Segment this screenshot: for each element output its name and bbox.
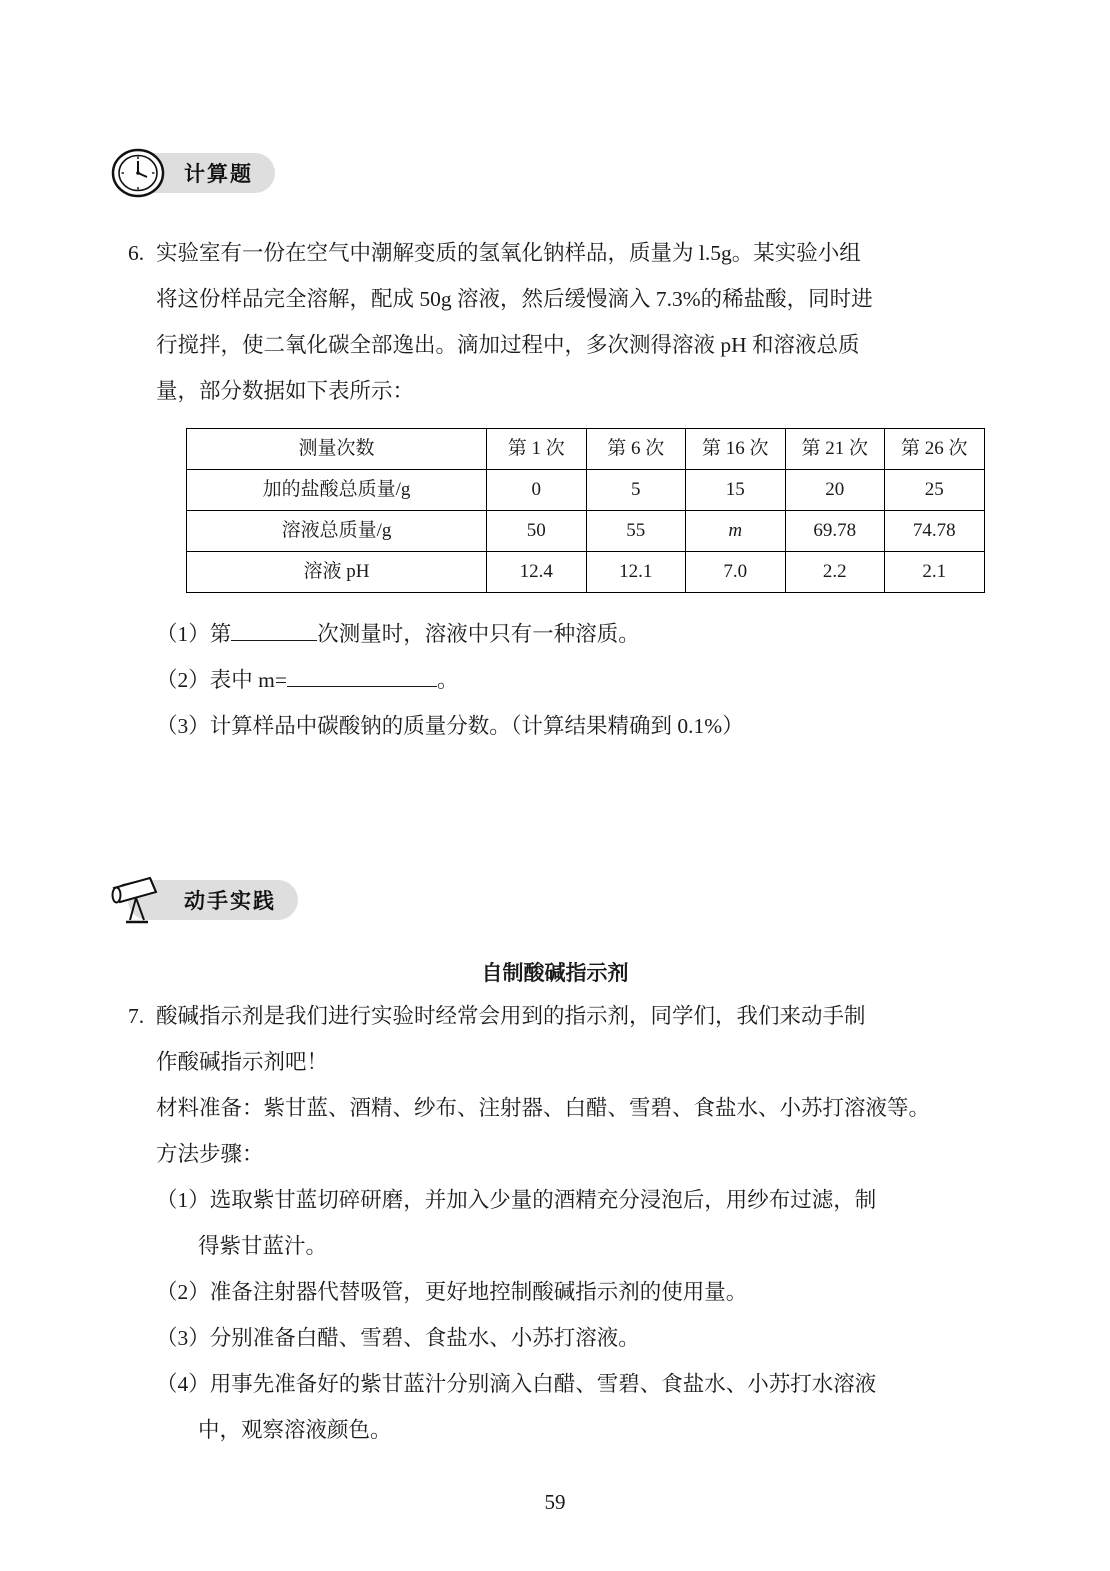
question-number: 7.	[128, 1004, 145, 1028]
section-spacer	[128, 749, 982, 877]
table-row	[187, 511, 985, 552]
sub-2-tail: 。	[436, 668, 459, 692]
table-row	[187, 470, 985, 511]
sub-1-lead: （1）第	[156, 622, 232, 646]
row-label: 溶液 pH	[187, 552, 487, 593]
question-7-steps-label: 方法步骤：	[156, 1142, 264, 1166]
clock-icon	[106, 146, 170, 200]
measurement-table-wrapper	[186, 428, 985, 593]
sub-2-lead: （2）表中 m=	[156, 668, 287, 692]
question-6-sub-3: （3）计算样品中碳酸钠的质量分数。（计算结果精确到 0.1%）	[156, 714, 744, 738]
cell: 12.1	[586, 552, 686, 593]
question-6-sub-1	[156, 611, 985, 657]
question-number: 6.	[128, 241, 145, 265]
measurement-table	[186, 428, 985, 593]
row-label: 测量次数	[187, 429, 487, 470]
page-number: 59	[544, 1490, 566, 1514]
answer-blank-2[interactable]	[287, 664, 437, 687]
question-7	[128, 993, 982, 1453]
row-label: 加的盐酸总质量/g	[187, 470, 487, 511]
question-7-intro-line-2: 作酸碱指示剂吧！	[156, 1050, 329, 1074]
telescope-icon	[106, 873, 170, 927]
cell: m	[686, 511, 786, 552]
cell: 2.2	[785, 552, 885, 593]
cell: 0	[487, 470, 587, 511]
cell: 25	[885, 470, 985, 511]
cell: 55	[586, 511, 686, 552]
cell: 15	[686, 470, 786, 511]
cell: 第 6 次	[586, 429, 686, 470]
section-header-calculation	[128, 150, 982, 196]
list-item	[156, 1177, 982, 1223]
table-row	[187, 552, 985, 593]
cell: 20	[785, 470, 885, 511]
row-label: 溶液总质量/g	[187, 511, 487, 552]
question-6-line-1: 实验室有一份在空气中潮解变质的氢氧化钠样品，质量为 l.5g。某实验小组	[156, 241, 861, 265]
step-text: 分别准备白醋、雪碧、食盐水、小苏打溶液。	[209, 1326, 640, 1350]
section-header-practice	[128, 877, 982, 923]
step-text: 准备注射器代替吸管，更好地控制酸碱指示剂的使用量。	[209, 1280, 748, 1304]
section-pill	[128, 880, 298, 920]
step-marker: （2）	[156, 1280, 210, 1304]
cell: 第 1 次	[487, 429, 587, 470]
question-7-intro-line-1: 酸碱指示剂是我们进行实验时经常会用到的指示剂，同学们，我们来动手制	[156, 1004, 866, 1028]
answer-blank-1[interactable]	[231, 618, 317, 641]
question-6	[128, 230, 982, 749]
question-6-line-4: 量，部分数据如下表所示：	[156, 379, 415, 403]
cell: 7.0	[686, 552, 786, 593]
cell: 12.4	[487, 552, 587, 593]
list-item	[156, 1361, 982, 1407]
section-pill	[128, 153, 275, 193]
cell: 74.78	[885, 511, 985, 552]
cell: 5	[586, 470, 686, 511]
step-marker: （1）	[156, 1188, 210, 1212]
cell: 69.78	[785, 511, 885, 552]
question-6-line-2: 将这份样品完全溶解，配成 50g 溶液，然后缓慢滴入 7.3%的稀盐酸，同时进	[156, 287, 873, 311]
cell: 第 16 次	[686, 429, 786, 470]
step-text: 选取紫甘蓝切碎研磨，并加入少量的酒精充分浸泡后，用纱布过滤，制	[209, 1188, 877, 1212]
step-text-cont: 中，观察溶液颜色。	[198, 1418, 392, 1442]
table-row	[187, 429, 985, 470]
list-item	[156, 1315, 982, 1361]
list-item	[156, 1269, 982, 1315]
cell: 第 26 次	[885, 429, 985, 470]
question-7-materials: 材料准备：紫甘蓝、酒精、纱布、注射器、白醋、雪碧、食盐水、小苏打溶液等。	[156, 1096, 931, 1120]
section-label: 动手实践	[184, 890, 276, 913]
step-marker: （4）	[156, 1372, 210, 1396]
cell: 2.1	[885, 552, 985, 593]
section-label: 计算题	[184, 163, 253, 186]
question-6-sub-2	[156, 657, 985, 703]
step-marker: （3）	[156, 1326, 210, 1350]
step-text: 用事先准备好的紫甘蓝汁分别滴入白醋、雪碧、食盐水、小苏打水溶液	[209, 1372, 877, 1396]
step-text-cont: 得紫甘蓝汁。	[198, 1234, 328, 1258]
cell: 50	[487, 511, 587, 552]
activity-title: 自制酸碱指示剂	[481, 962, 629, 985]
question-6-line-3: 行搅拌，使二氧化碳全部逸出。滴加过程中，多次测得溶液 pH 和溶液总质	[156, 333, 860, 357]
cell: 第 21 次	[785, 429, 885, 470]
sub-1-tail: 次测量时，溶液中只有一种溶质。	[317, 622, 640, 646]
